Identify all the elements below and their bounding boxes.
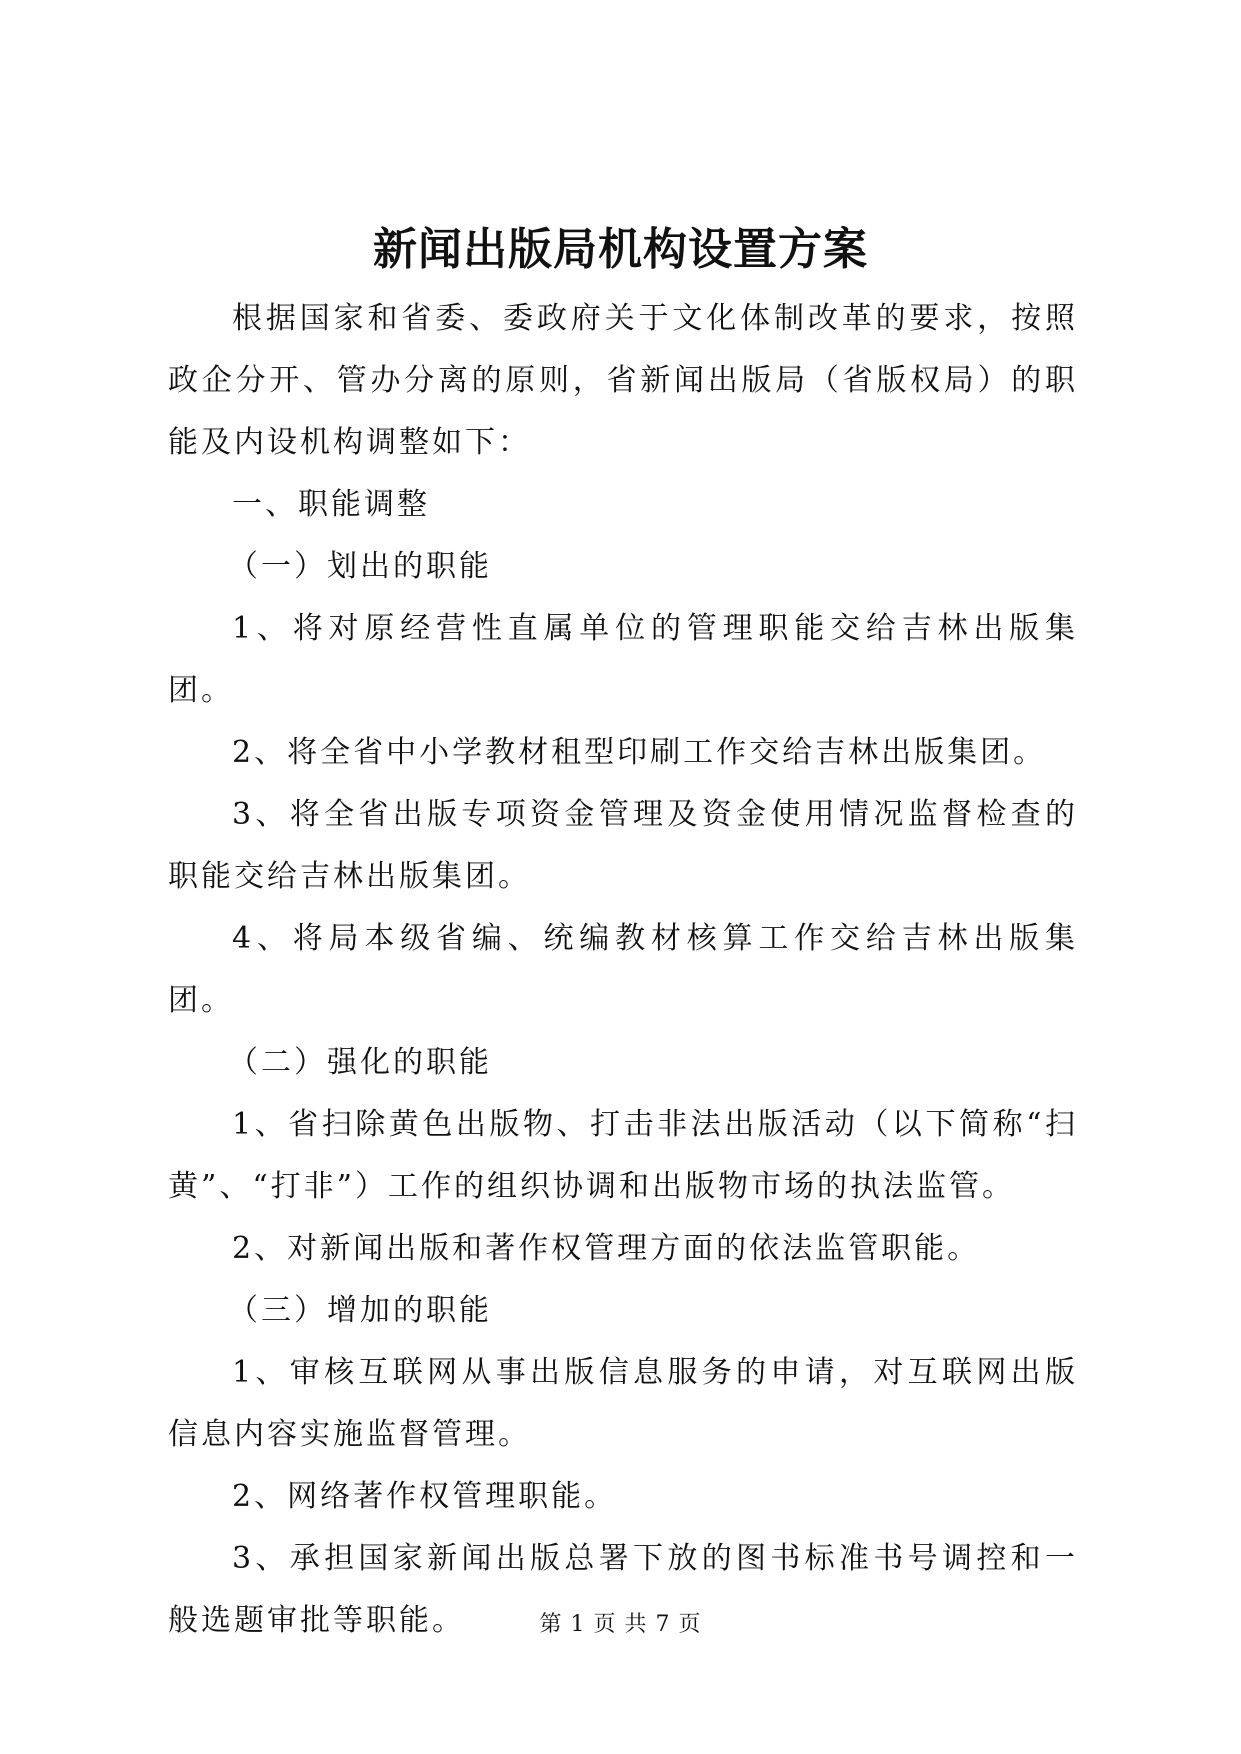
section-heading-1: 一、职能调整: [232, 487, 430, 522]
list-item: 1、审核互联网从事出版信息服务的申请，对互联网出版信息内容实施监督管理。: [168, 1355, 1078, 1452]
list-item: 3、承担国家新闻出版总署下放的图书标准书号调控和一般选题审批等职能。: [168, 1541, 1078, 1638]
list-item: 2、将全省中小学教材租型印刷工作交给吉林出版集团。: [232, 735, 1047, 770]
list-item: 1、省扫除黄色出版物、打击非法出版活动（以下简称“扫黄”、“打非”）工作的组织协调和出版物市场的执法监管。: [168, 1107, 1078, 1204]
document-title: 新闻出版局机构设置方案: [373, 224, 868, 275]
subsection-heading-3: （三）增加的职能: [228, 1293, 492, 1328]
list-item: 3、将全省出版专项资金管理及资金使用情况监督检查的职能交给吉林出版集团。: [168, 797, 1078, 894]
list-item: 4、将局本级省编、统编教材核算工作交给吉林出版集团。: [168, 921, 1078, 1018]
subsection-heading-1: （一）划出的职能: [228, 549, 492, 584]
intro-paragraph: 根据国家和省委、委政府关于文化体制改革的要求，按照政企分开、管办分离的原则，省新闻出版局（省版权局）的职能及内设机构调整如下：: [168, 301, 1078, 460]
page-footer: 第 1 页 共 7 页: [539, 1612, 702, 1637]
list-item: 1、将对原经营性直属单位的管理职能交给吉林出版集团。: [168, 611, 1078, 708]
subsection-heading-2: （二）强化的职能: [228, 1045, 492, 1080]
list-item: 2、对新闻出版和著作权管理方面的依法监管职能。: [232, 1231, 981, 1266]
document-body: [168, 288, 1078, 1652]
list-item: 2、网络著作权管理职能。: [232, 1479, 618, 1514]
